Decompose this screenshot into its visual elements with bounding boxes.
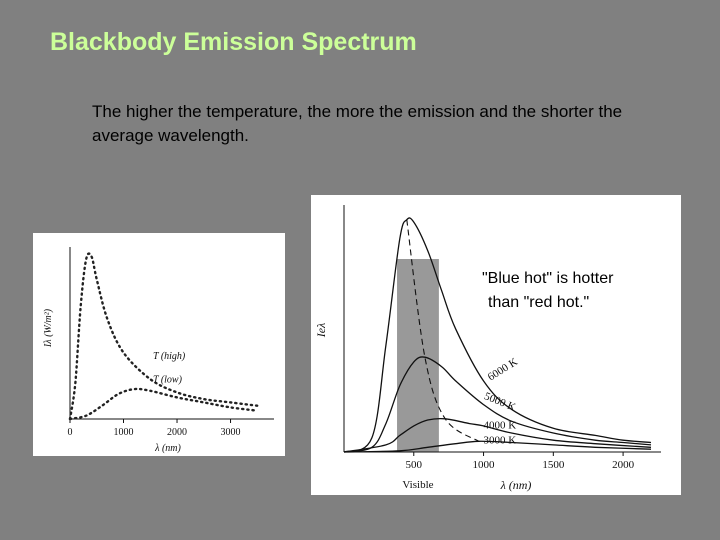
chart-right-svg — [311, 195, 681, 495]
x-tick-label-1000: 1000 — [113, 427, 134, 438]
series-label-5000-k: 5000 K — [482, 390, 518, 414]
slide-subtitle: The higher the temperature, the more the emission and the shorter the average wavelength. — [92, 102, 623, 145]
series-label-4000-k: 4000 K — [483, 419, 517, 432]
series-label-6000-k: 6000 K — [485, 355, 520, 384]
callout-line-2: than "red hot." — [488, 294, 590, 311]
chart-left-svg — [33, 233, 285, 456]
y-axis-label: Iλ (W/m²) — [43, 308, 54, 348]
x-tick-label-500: 500 — [405, 459, 423, 471]
x-tick-label-2000: 2000 — [612, 459, 635, 471]
x-tick-label-0: 0 — [67, 427, 73, 438]
series-line-t-low — [70, 389, 257, 419]
slide-title: Blackbody Emission Spectrum — [50, 28, 417, 56]
series-label-t-low: T (low) — [152, 374, 182, 386]
x-axis-label: λ (nm) — [155, 443, 181, 454]
chart-low-high-temperature — [33, 233, 285, 456]
visible-band-label: Visible — [402, 479, 434, 491]
x-tick-label-3000: 3000 — [220, 427, 241, 438]
callout-line-1: "Blue hot" is hotter — [482, 270, 614, 287]
series-label-t-high: T (high) — [152, 351, 186, 363]
x-tick-label-2000: 2000 — [167, 427, 188, 438]
series-line-6000-k — [344, 218, 651, 452]
series-line-t-high — [70, 254, 257, 419]
callout-blue-hot — [482, 267, 692, 315]
y-axis-label: Ieλ — [314, 322, 328, 338]
x-tick-label-1000: 1000 — [472, 459, 495, 471]
chart-kelvin-curves — [311, 195, 681, 495]
series-label-3000-k: 3000 K — [483, 434, 517, 447]
x-tick-label-1500: 1500 — [542, 459, 565, 471]
x-axis-label: λ (nm) — [500, 478, 532, 492]
